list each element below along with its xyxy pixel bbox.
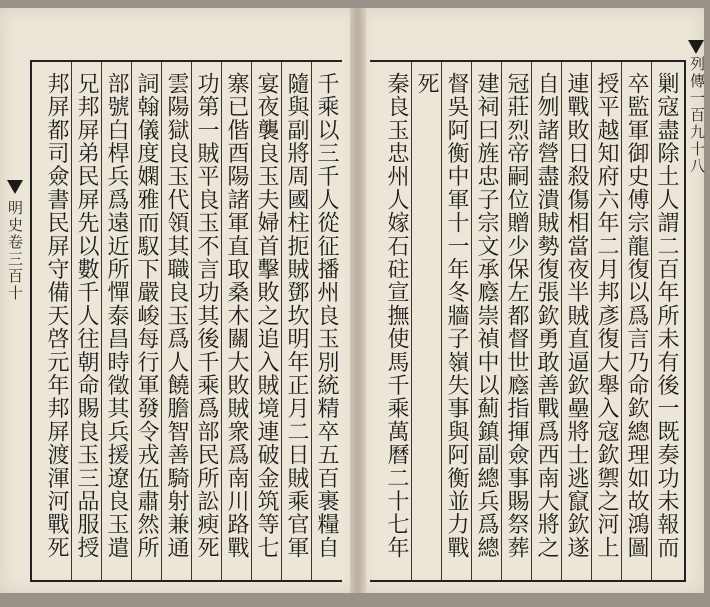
text-column: 冠莊烈帝嗣位贈少保左都督世廕指揮僉事賜祭葬 [504, 72, 529, 560]
text-column: 秦良玉忠州人嫁石砫宣撫使馬千乘萬曆二十七年 [384, 72, 409, 560]
text-column: 卒監軍御史傅宗龍復以爲言乃命欽總理如故鴻圖 [624, 72, 649, 560]
text-column: 連戰敗日殺傷相當夜半賊直逼欽壘將士逃竄欽遂 [564, 72, 589, 560]
text-column: 建祠曰旌忠子宗文承廕崇禎中以薊鎮副總兵爲總 [474, 72, 499, 560]
banxin-label-left: 明史卷三百十 [6, 200, 24, 302]
column-rule [131, 62, 132, 580]
text-column: 授平越知府六年二月邦彥復大舉入寇欽禦之河上 [594, 72, 619, 560]
column-rule [591, 62, 592, 580]
column-rule [311, 62, 312, 580]
text-column: 雲陽獄良玉代領其職良玉爲人饒膽智善騎射兼通 [164, 72, 189, 560]
text-column: 自刎諸營盡潰賊勢復張欽勇敢善戰爲西南大將之 [534, 72, 559, 560]
left-text-frame [30, 60, 342, 582]
text-column: 寨已偕酉陽諸軍直取桑木關大敗賊衆爲南川路戰 [224, 72, 249, 560]
column-rule [621, 62, 622, 580]
column-rule [441, 62, 442, 580]
text-column: 隨與副將周國柱扼賊鄧坎明年正月二日賊乘官軍 [284, 72, 309, 560]
fishtail-mark [688, 40, 704, 54]
banxin-label-right: 列傳一百九十八 [688, 56, 706, 175]
column-rule [101, 62, 102, 580]
right-text-frame [370, 60, 686, 582]
column-rule [251, 62, 252, 580]
text-column: 部號白桿兵爲遠近所憚泰昌時徵其兵援遼良玉遣 [104, 72, 129, 560]
text-column: 千乘以三千人從征播州良玉別統精卒五百裹糧自 [314, 72, 339, 560]
text-column: 功第一賊平良玉不言功其後千乘爲部民所訟瘐死 [194, 72, 219, 560]
column-rule [651, 62, 652, 580]
fishtail-mark [7, 180, 23, 194]
column-rule [281, 62, 282, 580]
column-rule [531, 62, 532, 580]
book-gutter [350, 8, 366, 593]
column-rule [411, 62, 412, 580]
text-column: 督吳阿衡中軍十一年冬牆子嶺失事與阿衡並力戰 [444, 72, 469, 560]
text-column: 詞翰儀度嫻雅而馭下嚴峻每行軍發令戎伍肅然所 [134, 72, 159, 560]
text-column: 宴夜襲良玉夫婦首擊敗之追入賊境連破金筑等七 [254, 72, 279, 560]
column-rule [561, 62, 562, 580]
column-rule [71, 62, 72, 580]
column-rule [191, 62, 192, 580]
column-rule [221, 62, 222, 580]
text-column: 死 [414, 72, 439, 96]
column-rule [161, 62, 162, 580]
column-rule [501, 62, 502, 580]
column-rule [471, 62, 472, 580]
text-column: 剿寇盡除土人謂二百年所未有後一既奏功未報而 [654, 72, 679, 560]
text-column: 邦屏都司僉書民屏守備天啓元年邦屏渡渾河戰死 [44, 72, 69, 560]
text-column: 兄邦屏弟民屏先以數千人往朝命賜良玉三品服授 [74, 72, 99, 560]
